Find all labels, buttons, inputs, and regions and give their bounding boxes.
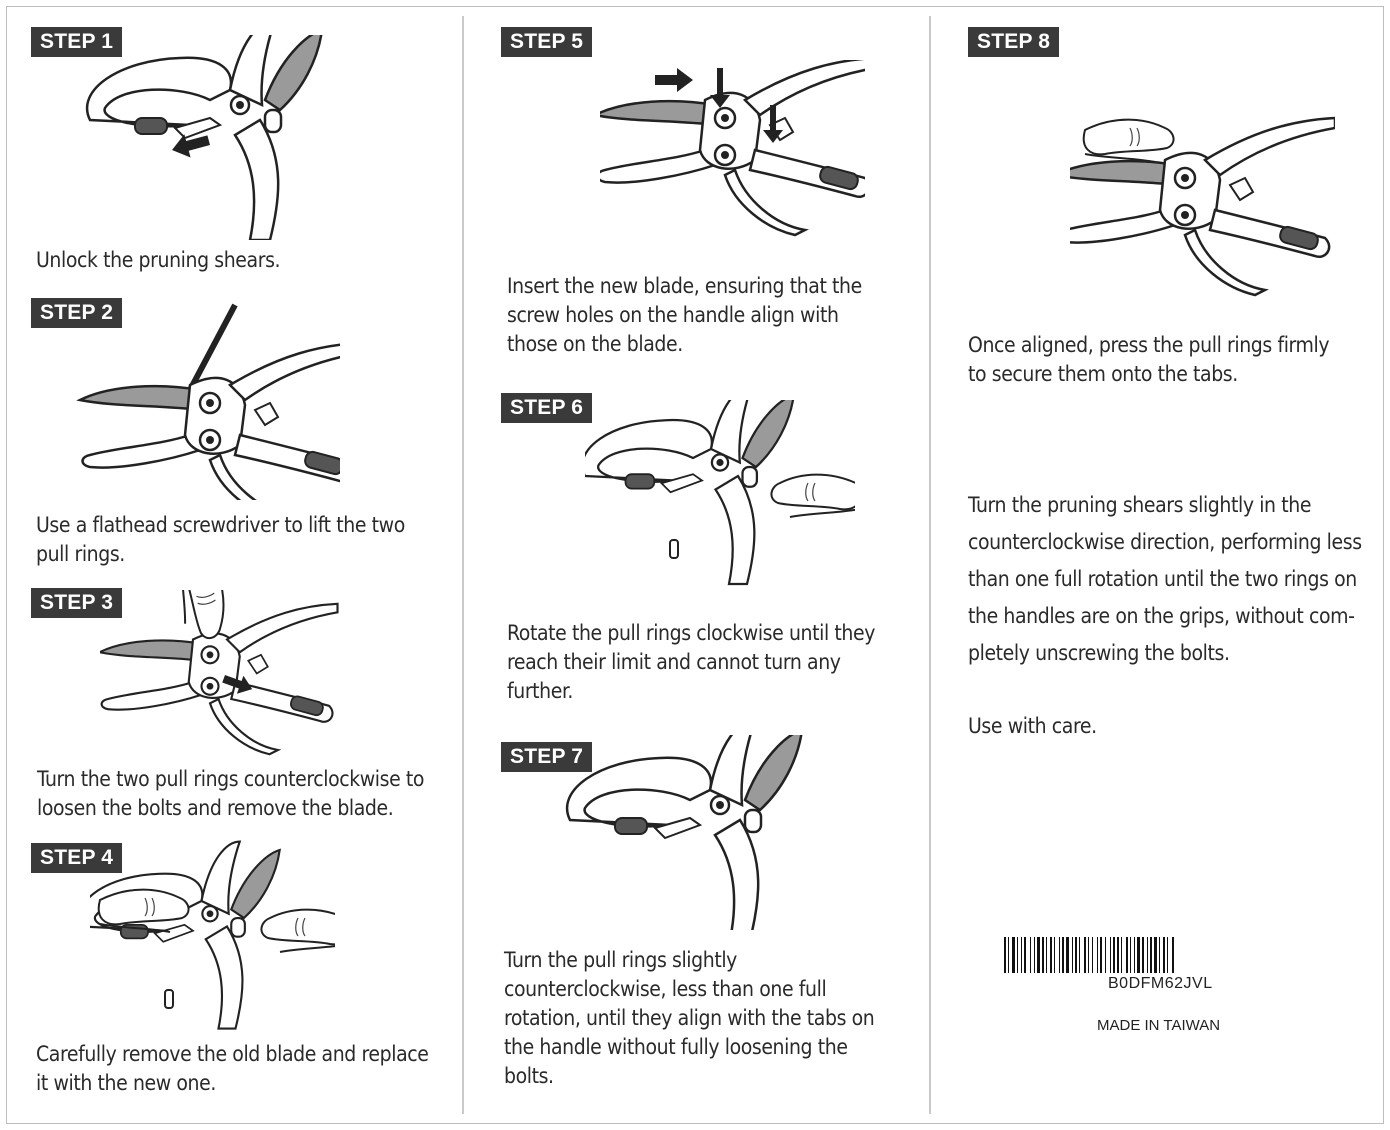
column-divider-2 [929, 16, 931, 1114]
extra-instruction-text: Turn the pruning shears slightly in the counterclockwise direction, performing less than one full rotation until the two rings on the handles are on the grips, without com-pletely unscrewing the bolts. [968, 493, 1362, 665]
made-in-label: MADE IN TAIWAN [1097, 1017, 1221, 1034]
step-8-badge: STEP 8 [968, 27, 1059, 57]
step-1-text: Unlock the pruning shears. [36, 248, 281, 272]
step-5-shears-illustration [600, 60, 865, 255]
step-4-text: Carefully remove the old blade and replace it with the new one. [36, 1042, 429, 1095]
care-note: Use with care. [968, 714, 1097, 738]
step-7-text: Turn the pull rings slightly counterclockwise, less than one full rotation, until they align with the tabs on the handle without fully loosening the bolts. [504, 948, 875, 1088]
barcode-number: B0DFM62JVL [1108, 975, 1213, 992]
step-5-text: Insert the new blade, ensuring that the screw holes on the handle align with those on the blade. [507, 274, 862, 356]
step-3-badge: STEP 3 [31, 588, 122, 618]
barcode [1004, 937, 1326, 973]
step-4-badge: STEP 4 [31, 843, 122, 873]
step-7-badge: STEP 7 [501, 742, 592, 772]
column-divider-1 [462, 16, 464, 1114]
step-6-badge: STEP 6 [501, 393, 592, 423]
step-3-text: Turn the two pull rings counterclockwise to loosen the bolts and remove the blade. [37, 767, 425, 820]
step-8-text: Once aligned, press the pull rings firmly to secure them onto the tabs. [968, 333, 1330, 386]
step-2-badge: STEP 2 [31, 298, 122, 328]
step-6-shears-illustration [585, 400, 855, 600]
step-1-badge: STEP 1 [31, 27, 122, 57]
step-6-text: Rotate the pull rings clockwise until they reach their limit and cannot turn any further. [507, 621, 875, 703]
step-8-shears-illustration [1070, 75, 1335, 310]
step-1-shears-illustration [60, 35, 330, 240]
step-7-shears-illustration [535, 735, 815, 930]
step-2-shears-illustration [70, 300, 340, 500]
step-4-shears-illustration [90, 840, 335, 1030]
step-2-text: Use a flathead screwdriver to lift the two pull rings. [36, 513, 405, 566]
step-3-shears-illustration [100, 590, 340, 760]
step-5-badge: STEP 5 [501, 27, 592, 57]
